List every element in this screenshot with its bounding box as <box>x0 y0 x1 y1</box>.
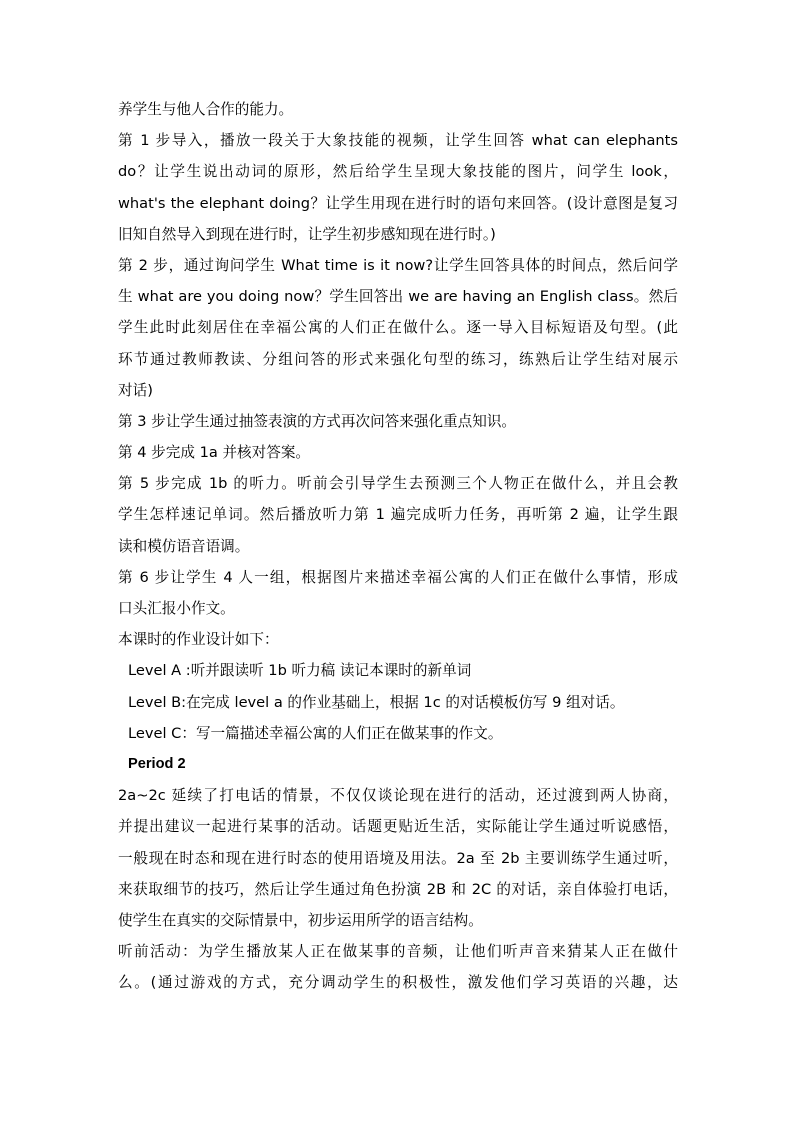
text-line: 来获取细节的技巧，然后让学生通过角色扮演 2B 和 2C 的对话，亲自体验打电话， <box>118 880 678 898</box>
text-line: what's the elephant doing？让学生用现在进行时的语句来回答。(设计意图是复习 <box>118 194 678 212</box>
text-line: 并提出建议一起进行某事的活动。话题更贴近生活，实际能让学生通过听说感悟， <box>118 818 678 836</box>
text-line: 本课时的作业设计如下： <box>118 631 279 649</box>
text-line: 读和模仿语音语调。 <box>118 537 250 555</box>
text-line: 么。(通过游戏的方式，充分调动学生的积极性，激发他们学习英语的兴趣，达 <box>118 974 678 992</box>
text-line: 对话) <box>118 381 153 399</box>
text-line: 第 3 步让学生通过抽签表演的方式再次问答来强化重点知识。 <box>118 412 517 430</box>
section-heading: Period 2 <box>128 755 186 772</box>
text-line: 使学生在真实的交际情景中，初步运用所学的语言结构。 <box>118 911 483 929</box>
text-line: 第 4 步完成 1a 并核对答案。 <box>118 444 311 462</box>
text-line: 一般现在时态和现在进行时态的使用语境及用法。2a 至 2b 主要训练学生通过听， <box>118 849 678 867</box>
text-line: Level B:在完成 level a 的作业基础上，根据 1c 的对话模板仿写 9 组对话。 <box>128 693 625 711</box>
text-line: Level C：写一篇描述幸福公寓的人们正在做某事的作文。 <box>128 724 503 742</box>
text-line: 环节通过教师教读、分组问答的形式来强化句型的练习，练熟后让学生结对展示 <box>118 350 678 368</box>
text-line: 旧知自然导入到现在进行时，让学生初步感知现在进行时。) <box>118 225 496 243</box>
text-line: Level A :听并跟读听 1b 听力稿 读记本课时的新单词 <box>128 662 472 680</box>
text-line: 听前活动：为学生播放某人正在做某事的音频，让他们听声音来猜某人正在做什 <box>118 943 678 961</box>
text-line: 学生怎样速记单词。然后播放听力第 1 遍完成听力任务，再听第 2 遍，让学生跟 <box>118 506 678 524</box>
document-page <box>118 94 678 998</box>
text-line: 2a~2c 延续了打电话的情景，不仅仅谈论现在进行的活动，还过渡到两人协商， <box>118 787 678 805</box>
text-line: 学生此时此刻居住在幸福公寓的人们正在做什么。逐一导入目标短语及句型。(此 <box>118 319 678 337</box>
text-line: do？让学生说出动词的原形，然后给学生呈现大象技能的图片，问学生 look， <box>118 163 678 181</box>
text-line: 第 6 步让学生 4 人一组，根据图片来描述幸福公寓的人们正在做什么事情，形成 <box>118 568 678 586</box>
text-line: 第 2 步，通过询问学生 What time is it now?让学生回答具体的时间点，然后问学 <box>118 256 678 274</box>
text-line: 第 5 步完成 1b 的听力。听前会引导学生去预测三个人物正在做什么，并且会教 <box>118 475 678 493</box>
text-line: 生 what are you doing now？学生回答出 we are having an English class。然后 <box>118 288 678 306</box>
text-line: 第 1 步导入，播放一段关于大象技能的视频，让学生回答 what can elephants <box>118 132 678 150</box>
text-line: 养学生与他人合作的能力。 <box>118 101 294 118</box>
text-line: 口头汇报小作文。 <box>118 600 235 617</box>
